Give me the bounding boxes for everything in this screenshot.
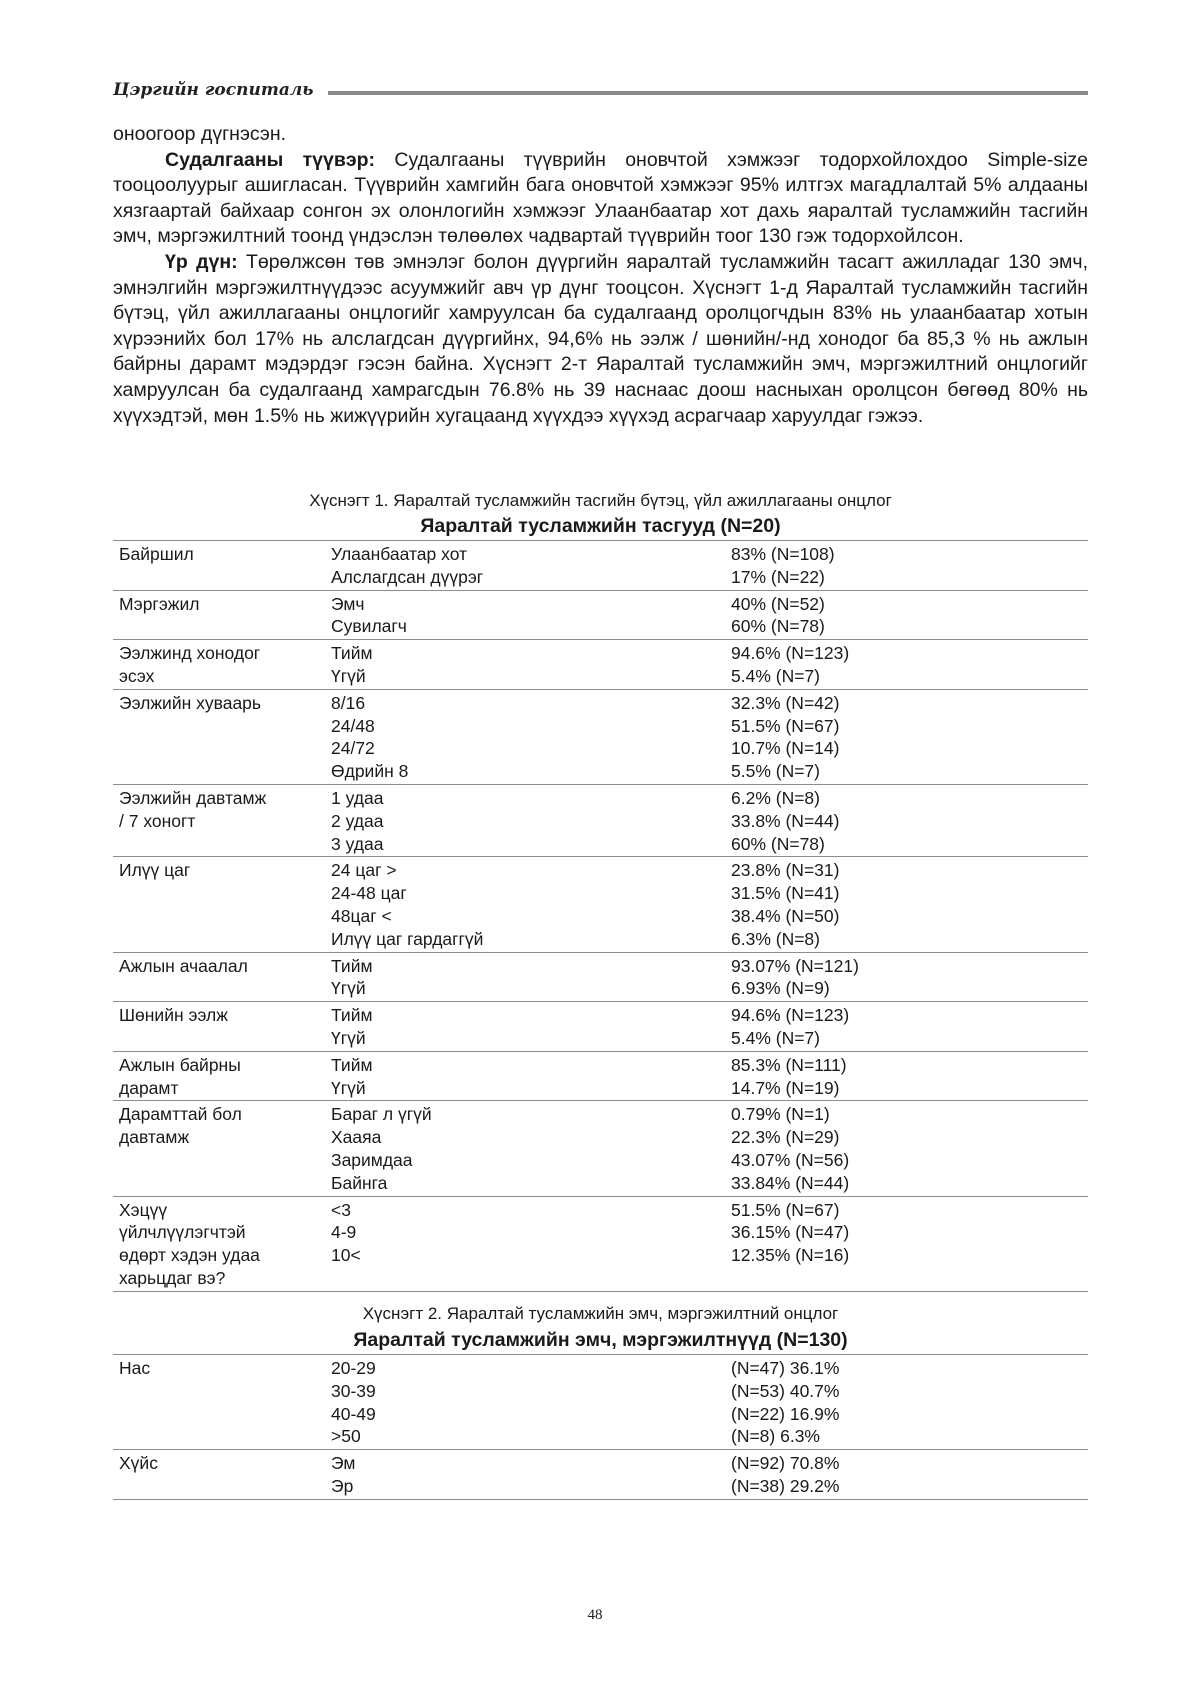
row-value: 10.7% (N=14) — [731, 738, 840, 759]
row-value: 40% (N=52) — [731, 593, 825, 614]
paragraph-sample-text: Судалгааны түүврийн оновчтой хэмжээг тодорхойлохдоо Simple-size тооцоолуурыг ашигласан. Түүврийн хамгийн бага оновчтой хэмжээг 95% илтгэх магадлалтай 5% алдааны хязгаартай байхаар сонгон эх олонлогийн хэмжээг Улаанбаатар хот дахь яаралтай тусламжийн тасгийн эмч, мэргэжилтний тоонд үндэслэн төлөөлөх чадвартай түүврийн тоог 130 гэж тодорхойлсон. — [113, 148, 1088, 248]
row-option: Алслагдсан дүүрэг — [331, 566, 484, 587]
row-option: 2 удаа — [331, 810, 384, 831]
row-option: Сувилагч — [331, 616, 407, 637]
row-value: 33.8% (N=44) — [731, 810, 840, 831]
row-option-cell — [331, 642, 731, 688]
paragraph-continuation: оноогоор дүгнэсэн. — [113, 123, 287, 145]
row-value: 33.84% (N=44) — [731, 1172, 850, 1193]
row-option-cell — [331, 1357, 731, 1448]
row-label: Хүйс — [119, 1453, 158, 1474]
row-label: Ээлжийн давтамж — [119, 787, 267, 808]
table-row — [113, 541, 1088, 591]
row-option: 24/48 — [331, 715, 375, 736]
row-option: Тийм — [331, 1005, 373, 1026]
row-value-cell — [731, 787, 1088, 855]
running-header — [113, 78, 1088, 102]
row-value: 38.4% (N=50) — [731, 905, 840, 926]
table-row — [113, 690, 1088, 785]
row-label: Ээлжинд хонодог — [119, 643, 261, 664]
table-row — [113, 953, 1088, 1003]
row-option-cell — [331, 1199, 731, 1290]
row-value-cell — [731, 642, 1088, 688]
row-option: Улаанбаатар хот — [331, 544, 468, 564]
row-option: Эм — [331, 1453, 356, 1474]
table-row — [113, 1002, 1088, 1052]
paragraph-sample — [113, 148, 1088, 250]
row-label: үйлчлүүлэгчтэй — [119, 1222, 246, 1243]
row-value-cell — [731, 859, 1088, 950]
row-value: 5.4% (N=7) — [731, 1027, 820, 1048]
row-value: 5.4% (N=7) — [731, 665, 820, 686]
row-value-cell — [731, 543, 1088, 589]
row-label: давтамж — [119, 1127, 190, 1148]
row-option: Үгүй — [331, 978, 366, 999]
row-label: эсэх — [119, 665, 155, 686]
table2-title: Яаралтай тусламжийн эмч, мэргэжилтнүүд (N=130) — [113, 1326, 1088, 1355]
row-option: Эр — [331, 1475, 354, 1496]
row-value-cell — [731, 1357, 1088, 1448]
paragraph-results-heading: Үр дүн: — [165, 250, 238, 273]
table-row — [113, 1052, 1088, 1102]
row-label: / 7 хоногт — [119, 810, 196, 831]
row-value: 32.3% (N=42) — [731, 692, 840, 713]
row-option: 24 цаг > — [331, 860, 397, 881]
row-value: 94.6% (N=123) — [731, 643, 850, 664]
row-option: Заримдаа — [331, 1149, 413, 1170]
row-label: Дарамттай бол — [119, 1104, 242, 1125]
row-value: (N=38) 29.2% — [731, 1475, 840, 1496]
row-option: Үгүй — [331, 1077, 366, 1098]
row-value: 85.3% (N=111) — [731, 1054, 847, 1075]
row-label-cell — [113, 543, 331, 589]
row-option: Үгүй — [331, 665, 366, 686]
row-value: 5.5% (N=7) — [731, 761, 820, 782]
row-label: дарамт — [119, 1077, 179, 1098]
row-option: 4-9 — [331, 1222, 357, 1243]
row-option: Байнга — [331, 1172, 388, 1193]
header-rule — [328, 91, 1088, 95]
row-value: 60% (N=78) — [731, 616, 825, 637]
row-value: (N=92) 70.8% — [731, 1453, 840, 1474]
table-row — [113, 1355, 1088, 1450]
row-value: 51.5% (N=67) — [731, 1199, 840, 1220]
row-option: Бараг л үгүй — [331, 1104, 432, 1125]
row-option: Тийм — [331, 955, 373, 976]
row-value-cell — [731, 1004, 1088, 1050]
row-value-cell — [731, 955, 1088, 1001]
row-value: 22.3% (N=29) — [731, 1127, 840, 1148]
row-option: <3 — [331, 1199, 351, 1220]
row-option-cell — [331, 593, 731, 639]
row-value: (N=47) 36.1% — [731, 1358, 840, 1378]
row-value: (N=8) 6.3% — [731, 1426, 820, 1447]
row-option: 8/16 — [331, 692, 366, 713]
row-label-cell — [113, 955, 331, 1001]
row-value: 43.07% (N=56) — [731, 1149, 850, 1170]
row-option: 30-39 — [331, 1380, 376, 1401]
row-value-cell — [731, 1452, 1088, 1498]
row-value: 93.07% (N=121) — [731, 955, 859, 976]
paragraph-sample-heading: Судалгааны түүвэр: — [165, 148, 376, 171]
row-option: 40-49 — [331, 1403, 376, 1424]
page-number: 48 — [587, 1607, 603, 1623]
row-option: 3 удаа — [331, 833, 384, 854]
row-value: 17% (N=22) — [731, 566, 825, 587]
row-value: 23.8% (N=31) — [731, 860, 840, 881]
row-option: 20-29 — [331, 1358, 376, 1378]
row-option: >50 — [331, 1426, 361, 1447]
table2-body — [113, 1355, 1088, 1500]
row-value: 6.2% (N=8) — [731, 787, 820, 808]
table-row — [113, 785, 1088, 857]
table1 — [113, 512, 1088, 1292]
row-label: Байршил — [119, 544, 194, 564]
row-value: 6.3% (N=8) — [731, 928, 820, 949]
row-option: Тийм — [331, 1054, 373, 1075]
row-value: 6.93% (N=9) — [731, 978, 830, 999]
table-row — [113, 640, 1088, 690]
row-option-cell — [331, 692, 731, 783]
row-label: Мэргэжил — [119, 593, 200, 614]
row-value: 83% (N=108) — [731, 544, 835, 564]
row-option-cell — [331, 955, 731, 1001]
row-label-cell — [113, 692, 331, 783]
table1-title: Яаралтай тусламжийн тасгууд (N=20) — [113, 512, 1088, 541]
row-option: Илүү цаг гардаггүй — [331, 928, 484, 949]
row-value-cell — [731, 1199, 1088, 1290]
row-value-cell — [731, 593, 1088, 639]
row-option: Эмч — [331, 593, 365, 614]
table-row — [113, 591, 1088, 641]
table1-caption: Хүснэгт 1. Яаралтай тусламжийн тасгийн бүтэц, үйл ажиллагааны онцлог — [309, 491, 892, 510]
row-option-cell — [331, 1054, 731, 1100]
row-value: 36.15% (N=47) — [731, 1222, 850, 1243]
row-label: Ажлын байрны — [119, 1054, 241, 1075]
row-label-cell — [113, 1103, 331, 1194]
row-value-cell — [731, 692, 1088, 783]
row-label-cell — [113, 642, 331, 688]
row-option-cell — [331, 787, 731, 855]
table2-caption: Хүснэгт 2. Яаралтай тусламжийн эмч, мэргэжилтний онцлог — [362, 1304, 839, 1323]
row-value: 31.5% (N=41) — [731, 883, 840, 904]
row-option: 10< — [331, 1245, 361, 1266]
row-value: 14.7% (N=19) — [731, 1077, 840, 1098]
row-option-cell — [331, 1004, 731, 1050]
body-text — [113, 122, 1088, 429]
table-row — [113, 1197, 1088, 1292]
row-label-cell — [113, 1357, 331, 1448]
row-value: 0.79% (N=1) — [731, 1104, 830, 1125]
table-row — [113, 1450, 1088, 1500]
table1-body — [113, 541, 1088, 1292]
row-value: (N=22) 16.9% — [731, 1403, 840, 1424]
row-label: Шөнийн ээлж — [119, 1005, 228, 1026]
row-value-cell — [731, 1054, 1088, 1100]
row-option-cell — [331, 859, 731, 950]
row-label: Ээлжийн хуваарь — [119, 692, 262, 713]
row-option: Өдрийн 8 — [331, 761, 409, 782]
paragraph-results — [113, 250, 1088, 429]
row-option-cell — [331, 1452, 731, 1498]
row-label-cell — [113, 593, 331, 639]
row-value: 94.6% (N=123) — [731, 1005, 850, 1026]
row-option: 24-48 цаг — [331, 883, 407, 904]
row-label: өдөрт хэдэн удаа — [119, 1245, 260, 1266]
row-label-cell — [113, 1004, 331, 1050]
row-label: Хэцүү — [119, 1199, 168, 1220]
row-value: 12.35% (N=16) — [731, 1245, 850, 1266]
row-value: (N=53) 40.7% — [731, 1380, 840, 1401]
row-label-cell — [113, 859, 331, 950]
row-option: 48цаг < — [331, 905, 392, 926]
row-option: 1 удаа — [331, 787, 384, 808]
row-label-cell — [113, 1452, 331, 1498]
row-label-cell — [113, 1199, 331, 1290]
row-value: 51.5% (N=67) — [731, 715, 840, 736]
row-value-cell — [731, 1103, 1088, 1194]
table2 — [113, 1326, 1088, 1500]
row-label: Ажлын ачаалал — [119, 955, 248, 976]
row-option: 24/72 — [331, 738, 375, 759]
row-label-cell — [113, 787, 331, 855]
row-label: харьцдаг вэ? — [119, 1267, 226, 1288]
table-row — [113, 1101, 1088, 1196]
row-label: Илүү цаг — [119, 860, 191, 881]
running-title: Цэргийн госпиталь — [113, 80, 314, 100]
row-label: Нас — [119, 1358, 151, 1378]
row-option-cell — [331, 1103, 731, 1194]
table-row — [113, 857, 1088, 952]
row-option-cell — [331, 543, 731, 589]
row-label-cell — [113, 1054, 331, 1100]
row-value: 60% (N=78) — [731, 833, 825, 854]
row-option: Үгүй — [331, 1027, 366, 1048]
row-option: Тийм — [331, 643, 373, 664]
row-option: Хааяа — [331, 1127, 382, 1148]
paragraph-results-text: Төрөлжсөн төв эмнэлэг болон дүүргийн яаралтай тусламжийн тасагт ажилладаг 130 эмч, эмнэлгийн мэргэжилтнүүдээс асуумжийг авч үр дүнг тооцсон. Хүснэгт 1-д Яаралтай тусламжийн тасгийн бүтэц, үйл ажиллагааны онцлогийг хамруулсан ба судалгаанд оролцогчдын 83% нь улаанбаатар хотын хүрээнийх бол 17% нь алслагдсан дүүргийнх, 94,6% нь ээлж / шөнийн/-нд хонодог ба 85,3 % нь ажлын байрны дарамт мэдэрдэг гэсэн байна. Хүснэгт 2-т Яаралтай тусламжийн эмч, мэргэжилтний онцлогийг хамруулсан ба судалгаанд хамрагсдын 76.8% нь 39 наснаас доош насныхан оролцсон бөгөөд 80% нь хүүхэдтэй, мөн 1.5% нь жижүүрийн хугацаанд хүүхдээ хүүхэд асрагчаар харуулдаг гэжээ. — [113, 250, 1089, 427]
